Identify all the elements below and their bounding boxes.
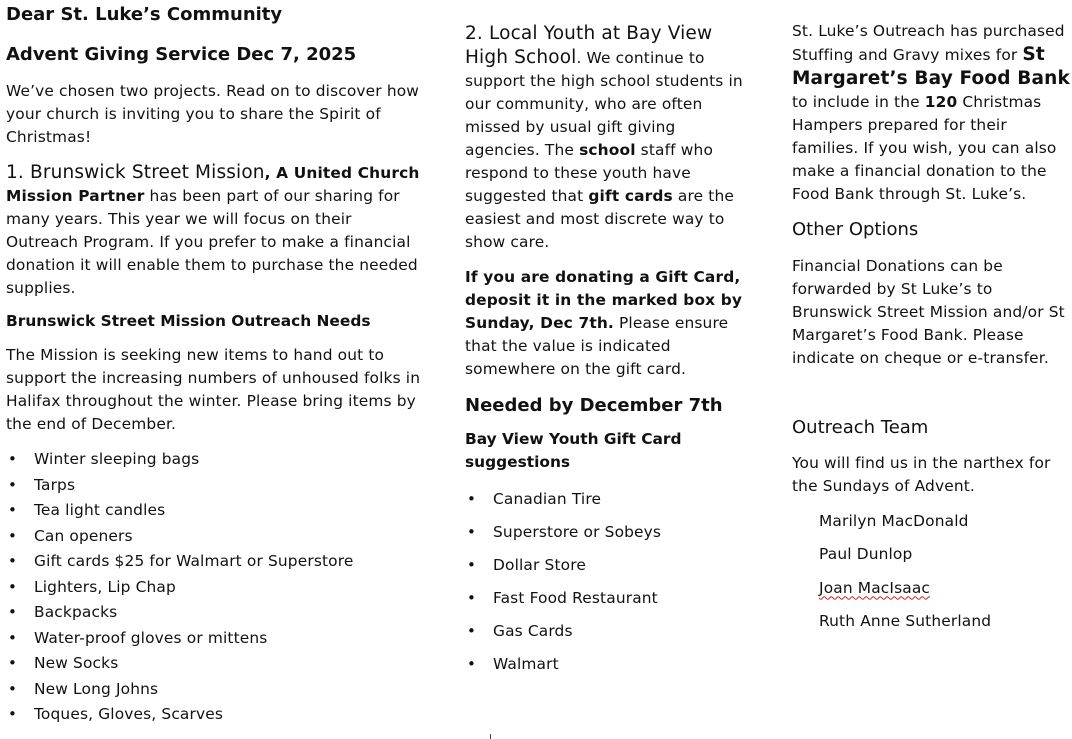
giftcard-list [465, 487, 745, 685]
team-member: Marilyn MacDonald [819, 512, 969, 530]
list-item: • Walmart [465, 652, 745, 685]
list-item: • New Long Johns [6, 677, 426, 703]
food-bank-paragraph: St. Luke’s Outreach has purchased Stuffing and Gravy mixes for St Margaret’s Bay Food Bank to include in the 120 Christmas Hampers prepared for their families. If you wish, you can also make a financial donation to the Food Bank through St. Luke’s. [792, 22, 1070, 203]
team-member: Ruth Anne Sutherland [819, 611, 992, 630]
list-item: • Tea light candles [6, 498, 426, 524]
project1-partner: , A United Church Mission Partner [6, 164, 420, 205]
hamper-count: 120 [924, 93, 958, 111]
suggestions-heading: Bay View Youth Gift Card suggestions [465, 430, 682, 471]
team-member: Joan MacIsaac [819, 578, 931, 597]
needs-list [6, 447, 426, 728]
deposit-paragraph: If you are donating a Gift Card, deposit it in the marked box by Sunday, Dec 7th. Please ensure that the value is indicated somewhere on the gift card. [465, 268, 743, 378]
team-member: Paul Dunlop [819, 545, 913, 564]
project1-paragraph [6, 161, 426, 300]
greeting-heading: Dear St. Luke’s Community [6, 4, 283, 25]
team-members [792, 510, 1070, 643]
project2-heading: 2. Local Youth at Bay View High School [465, 23, 713, 68]
outreach-team-paragraph: You will find us in the narthex for the Sundays of Advent. [792, 454, 1051, 495]
needed-heading: Needed by December 7th [465, 395, 723, 416]
list-item: • Winter sleeping bags [6, 447, 426, 473]
needs-paragraph: The Mission is seeking new items to hand out to support the increasing numbers of unhoused folks in Halifax throughout the winter. Please bring items by the end of December. [6, 346, 421, 433]
list-item: • Lighters, Lip Chap [6, 575, 426, 601]
list-item: • Toques, Gloves, Scarves [6, 702, 426, 728]
needs-heading: Brunswick Street Mission Outreach Needs [6, 312, 371, 330]
column-middle [465, 0, 745, 685]
list-item: • New Socks [6, 651, 426, 677]
list-item: • Dollar Store [465, 553, 745, 586]
project1-text: has been part of our sharing for many years. This year we will focus on their Outreach Program. If you prefer to make a financial donation it will enable them to purchase the needed supplies. [6, 187, 418, 297]
outreach-team-heading: Outreach Team [792, 417, 929, 438]
list-item: • Fast Food Restaurant [465, 586, 745, 619]
intro-paragraph: We’ve chosen two projects. Read on to discover how your church is inviting you to share the Spirit of Christmas! [6, 82, 420, 146]
list-item: • Canadian Tire [465, 487, 745, 520]
list-item: • Gift cards $25 for Walmart or Superstore [6, 549, 426, 575]
list-item: • Gas Cards [465, 619, 745, 652]
column-right [792, 0, 1070, 643]
list-item: • Tarps [6, 473, 426, 499]
service-title: Advent Giving Service Dec 7, 2025 [6, 44, 357, 65]
list-item: • Superstore or Sobeys [465, 520, 745, 553]
column-left [6, 0, 426, 728]
page-mark [490, 734, 491, 739]
other-options-heading: Other Options [792, 219, 919, 240]
project1-name: Brunswick Street Mission [29, 162, 265, 183]
other-options-paragraph: Financial Donations can be forwarded by St Luke’s to Brunswick Street Mission and/or St Margaret’s Food Bank. Please indicate on cheque or e-transfer. [792, 257, 1065, 367]
list-item: • Water-proof gloves or mittens [6, 626, 426, 652]
list-item: • Can openers [6, 524, 426, 550]
project1-number: 1. [6, 162, 30, 183]
food-bank-name: St Margaret’s Bay Food Bank [792, 44, 1070, 89]
project2-paragraph: 2. Local Youth at Bay View High School. We continue to support the high school students in our community, who are often missed by usual gift giving agencies. The school staff who respond to these youth have suggested that gift cards are the easiest and most discrete way to show care. [465, 23, 743, 251]
deposit-instructions: If you are donating a Gift Card, deposit it in the marked box by Sunday, Dec 7th. [465, 268, 743, 332]
list-item: • Backpacks [6, 600, 426, 626]
